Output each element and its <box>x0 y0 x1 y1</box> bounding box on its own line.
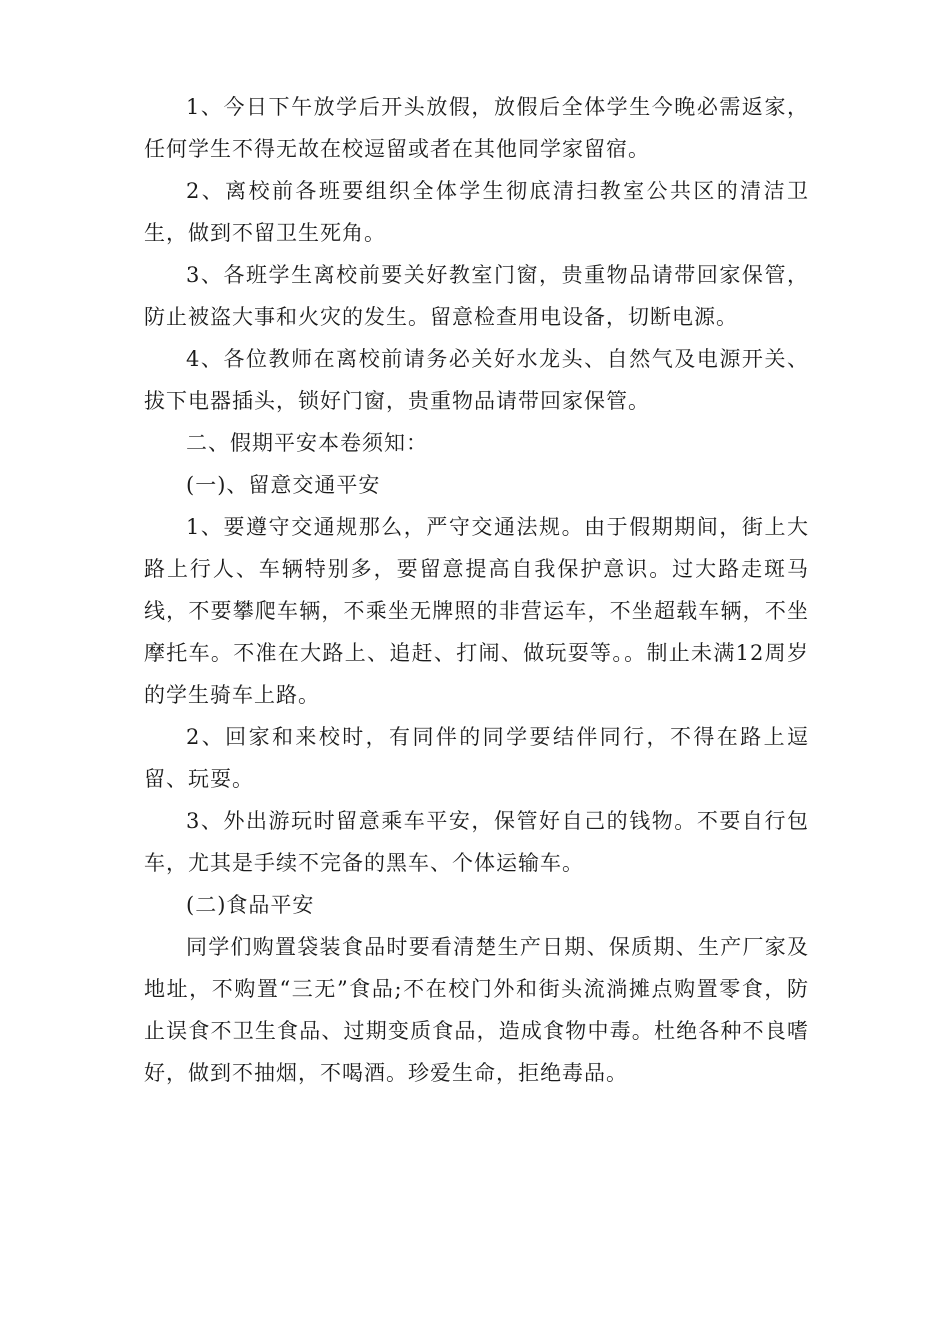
section-heading-safety: 二、假期平安本卷须知： <box>186 431 428 455</box>
paragraph-cleaning: 2、离校前各班要组织全体学生彻底清扫教室公共区的清洁卫生，做到不留卫生死角。 <box>144 179 809 245</box>
paragraph-close-windows: 3、各班学生离校前要关好教室门窗，贵重物品请带回家保管，防止被盗大事和火灾的发生。留意检查用电设备，切断电源。 <box>144 263 809 329</box>
paragraph-travel-together: 2、回家和来校时，有同伴的同学要结伴同行，不得在路上逗留、玩耍。 <box>144 725 809 791</box>
paragraph-leave-school: 1、今日下午放学后开头放假，放假后全体学生今晚必需返家，任何学生不得无故在校逗留或者在其他同学家留宿。 <box>144 95 809 161</box>
subheading-food: (二)食品平安 <box>186 893 315 917</box>
paragraph-outing: 3、外出游玩时留意乘车平安，保管好自己的钱物。不要自行包车，尤其是手续不完备的黑车、个体运输车。 <box>144 809 809 875</box>
subheading-traffic: (一)、留意交通平安 <box>186 473 381 497</box>
paragraph-teachers: 4、各位教师在离校前请务必关好水龙头、自然气及电源开关、拔下电器插头，锁好门窗，贵重物品请带回家保管。 <box>144 347 809 413</box>
paragraph-traffic-rules: 1、要遵守交通规那么，严守交通法规。由于假期期间，街上大路上行人、车辆特别多，要留意提高自我保护意识。过大路走斑马线，不要攀爬车辆，不乘坐无牌照的非营运车，不坐超载车辆，不坐摩托车。不准在大路上、追赶、打闹、做玩耍等。。制止未满12周岁的学生骑车上路。 <box>144 515 809 707</box>
paragraph-food-safety: 同学们购置袋装食品时要看清楚生产日期、保质期、生产厂家及地址，不购置“三无”食品;不在校门外和街头流淌摊点购置零食，防止误食不卫生食品、过期变质食品，造成食物中毒。杜绝各种不良嗜好，做到不抽烟，不喝酒。珍爱生命，拒绝毒品。 <box>144 935 809 1085</box>
document-body <box>144 86 809 1094</box>
